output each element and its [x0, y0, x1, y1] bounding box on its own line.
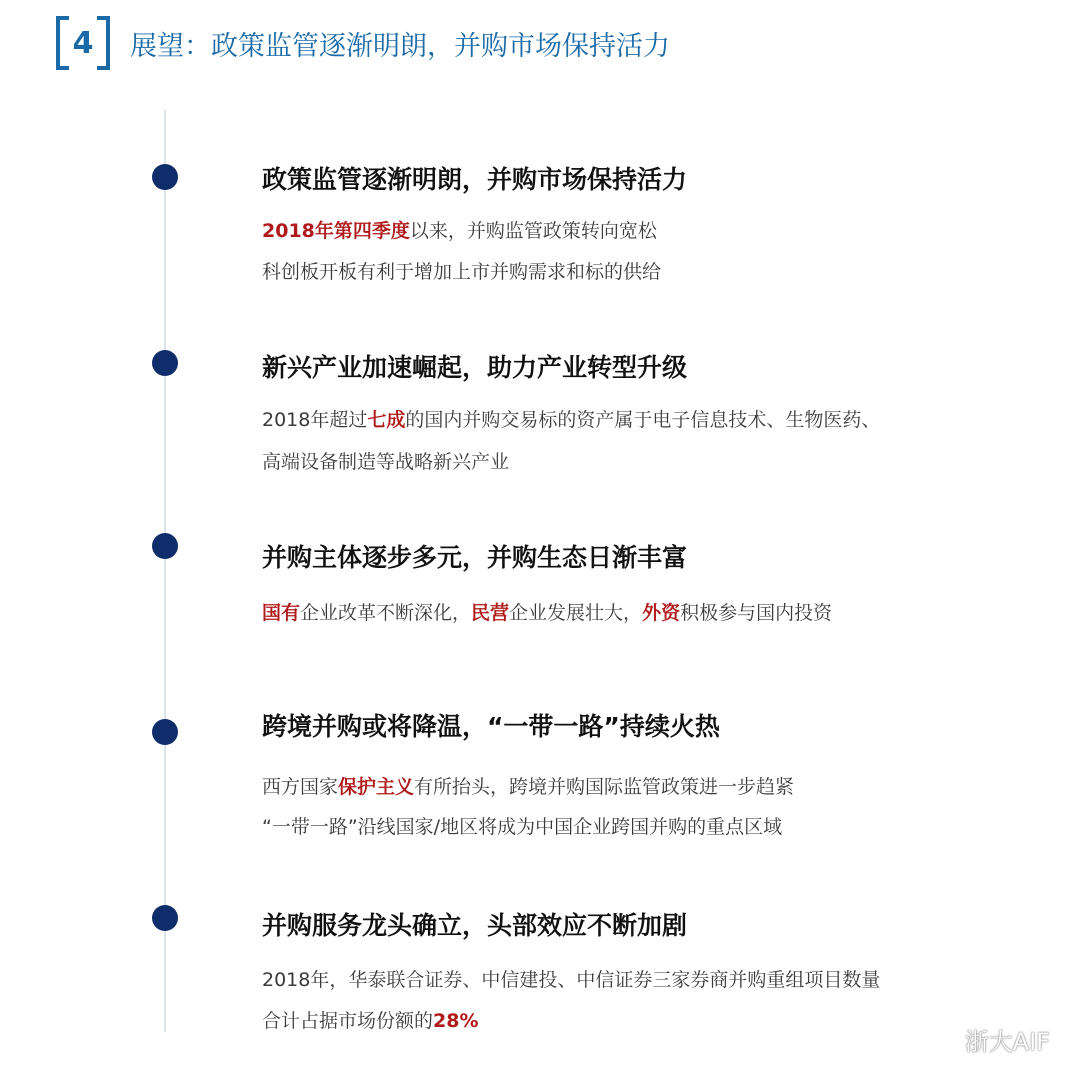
desc-text: 西方国家 — [262, 776, 339, 798]
item-desc-line — [262, 812, 782, 839]
desc-text: “一带一路”沿线国家/地区将成为中国企业跨国并购的重点区域 — [262, 816, 783, 838]
highlight-text: 2018年第四季度 — [262, 220, 410, 242]
section-number-badge — [56, 16, 110, 70]
desc-text: 积极参与国内投资 — [680, 602, 833, 624]
section-number: 4 — [72, 25, 94, 61]
desc-text: 合计占据市场份额的 — [262, 1010, 434, 1032]
watermark — [923, 1022, 1050, 1057]
desc-text: 2018年，华泰联合证券、中信建投、中信证券三家券商并购重组项目数量 — [262, 969, 881, 991]
highlight-text: 国有 — [262, 602, 301, 624]
item-desc-line — [262, 965, 880, 992]
desc-text: 高端设备制造等战略新兴产业 — [262, 451, 510, 473]
desc-text: 的国内并购交易标的资产属于电子信息技术、生物医药、 — [405, 409, 881, 431]
item-desc-line — [262, 1006, 479, 1033]
highlight-text: 外资 — [642, 602, 681, 624]
timeline-dot — [152, 719, 178, 745]
timeline-dot — [152, 164, 178, 190]
item-desc-line — [262, 598, 832, 625]
item-desc-line — [262, 257, 661, 284]
item-desc-line — [262, 216, 657, 243]
highlight-text: 保护主义 — [338, 776, 415, 798]
timeline-dot — [152, 905, 178, 931]
timeline-line — [164, 110, 166, 1032]
item-desc-line — [262, 772, 794, 799]
item-desc-line — [262, 447, 509, 474]
timeline-dot — [152, 350, 178, 376]
wechat-icon — [923, 1026, 957, 1054]
desc-text: 企业改革不断深化， — [300, 602, 472, 624]
highlight-text: 民营 — [471, 602, 510, 624]
item-desc-line — [262, 405, 880, 432]
item-title: 并购服务龙头确立，头部效应不断加剧 — [262, 911, 688, 940]
item-title: 跨境并购或将降温，“一带一路”持续火热 — [262, 712, 720, 741]
desc-text: 科创板开板有利于增加上市并购需求和标的供给 — [262, 261, 662, 283]
timeline-dot — [152, 533, 178, 559]
desc-text: 以来，并购监管政策转向宽松 — [409, 220, 657, 242]
highlight-text: 七成 — [367, 409, 406, 431]
section-header — [56, 16, 670, 70]
item-title: 政策监管逐渐明朗，并购市场保持活力 — [262, 165, 688, 194]
desc-text: 有所抬头，跨境并购国际监管政策进一步趋紧 — [414, 776, 795, 798]
desc-text: 企业发展壮大， — [509, 602, 643, 624]
desc-text: 2018年超过 — [262, 409, 368, 431]
watermark-text: 浙大AIF — [964, 1028, 1050, 1056]
highlight-text: 28% — [433, 1010, 479, 1032]
page-title: 展望：政策监管逐渐明朗，并购市场保持活力 — [130, 30, 670, 62]
item-title: 新兴产业加速崛起，助力产业转型升级 — [262, 353, 688, 382]
item-title: 并购主体逐步多元，并购生态日渐丰富 — [262, 543, 688, 572]
